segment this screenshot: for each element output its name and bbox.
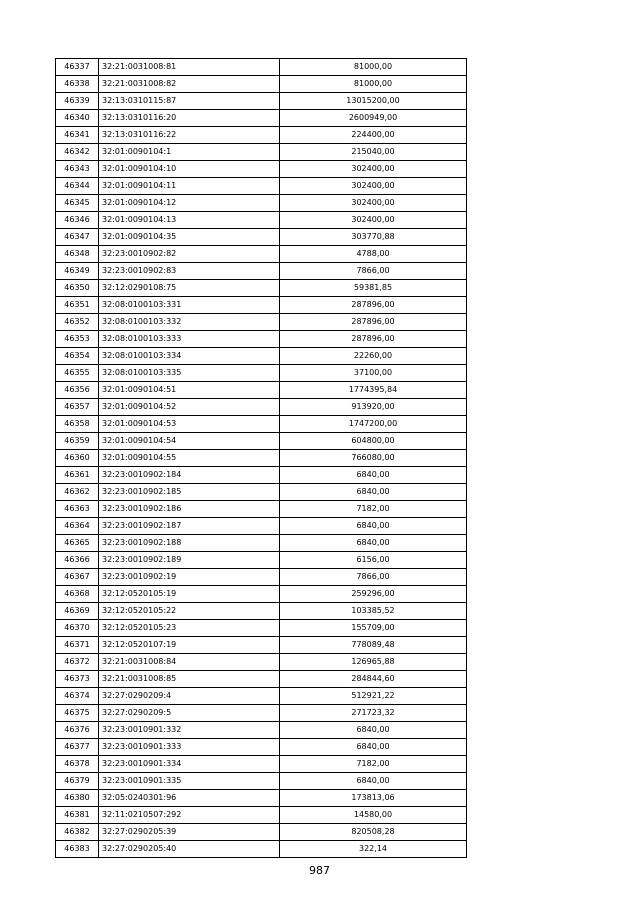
- value-cell: 6156,00: [280, 552, 467, 569]
- table-row: [56, 569, 467, 586]
- cadastral-number-cell: 32:01:0090104:13: [99, 212, 280, 229]
- value-cell: 103385,52: [280, 603, 467, 620]
- row-number-cell: 46337: [56, 59, 99, 76]
- value-cell: 287896,00: [280, 297, 467, 314]
- table-row: [56, 331, 467, 348]
- row-number-cell: 46362: [56, 484, 99, 501]
- cadastral-number-cell: 32:13:0310116:20: [99, 110, 280, 127]
- table-row: [56, 790, 467, 807]
- table-row: [56, 144, 467, 161]
- value-cell: 81000,00: [280, 76, 467, 93]
- cadastral-number-cell: 32:01:0090104:51: [99, 382, 280, 399]
- value-cell: 287896,00: [280, 314, 467, 331]
- table-row: [56, 671, 467, 688]
- cadastral-number-cell: 32:13:0310115:87: [99, 93, 280, 110]
- table-row: [56, 365, 467, 382]
- table-row: [56, 637, 467, 654]
- value-cell: 302400,00: [280, 178, 467, 195]
- row-number-cell: 46370: [56, 620, 99, 637]
- cadastral-number-cell: 32:23:0010901:332: [99, 722, 280, 739]
- row-number-cell: 46354: [56, 348, 99, 365]
- row-number-cell: 46340: [56, 110, 99, 127]
- cadastral-number-cell: 32:23:0010901:335: [99, 773, 280, 790]
- cadastral-number-cell: 32:21:0031008:81: [99, 59, 280, 76]
- cadastral-number-cell: 32:23:0010902:83: [99, 263, 280, 280]
- cadastral-number-cell: 32:23:0010902:189: [99, 552, 280, 569]
- row-number-cell: 46378: [56, 756, 99, 773]
- table-row: [56, 484, 467, 501]
- table-row: [56, 178, 467, 195]
- value-cell: 1774395,84: [280, 382, 467, 399]
- table-row: [56, 59, 467, 76]
- row-number-cell: 46348: [56, 246, 99, 263]
- table-row: [56, 807, 467, 824]
- value-cell: 259296,00: [280, 586, 467, 603]
- row-number-cell: 46343: [56, 161, 99, 178]
- cadastral-number-cell: 32:12:0290108:75: [99, 280, 280, 297]
- table-row: [56, 76, 467, 93]
- table-row: [56, 841, 467, 858]
- value-cell: 7866,00: [280, 263, 467, 280]
- cadastral-number-cell: 32:23:0010901:333: [99, 739, 280, 756]
- table-row: [56, 688, 467, 705]
- value-cell: 14580,00: [280, 807, 467, 824]
- value-cell: 13015200,00: [280, 93, 467, 110]
- row-number-cell: 46368: [56, 586, 99, 603]
- cadastral-number-cell: 32:08:0100103:332: [99, 314, 280, 331]
- value-cell: 7182,00: [280, 501, 467, 518]
- table-row: [56, 416, 467, 433]
- cadastral-number-cell: 32:01:0090104:10: [99, 161, 280, 178]
- table-row: [56, 263, 467, 280]
- table-row: [56, 229, 467, 246]
- value-cell: 224400,00: [280, 127, 467, 144]
- row-number-cell: 46379: [56, 773, 99, 790]
- cadastral-number-cell: 32:01:0090104:52: [99, 399, 280, 416]
- value-cell: 7866,00: [280, 569, 467, 586]
- row-number-cell: 46359: [56, 433, 99, 450]
- value-cell: 6840,00: [280, 535, 467, 552]
- row-number-cell: 46380: [56, 790, 99, 807]
- row-number-cell: 46382: [56, 824, 99, 841]
- cadastral-number-cell: 32:23:0010902:19: [99, 569, 280, 586]
- cadastral-number-cell: 32:12:0520105:19: [99, 586, 280, 603]
- value-cell: 778089,48: [280, 637, 467, 654]
- cadastral-number-cell: 32:27:0290209:4: [99, 688, 280, 705]
- row-number-cell: 46381: [56, 807, 99, 824]
- row-number-cell: 46366: [56, 552, 99, 569]
- cadastral-number-cell: 32:21:0031008:84: [99, 654, 280, 671]
- table-row: [56, 467, 467, 484]
- row-number-cell: 46375: [56, 705, 99, 722]
- value-cell: 913920,00: [280, 399, 467, 416]
- row-number-cell: 46347: [56, 229, 99, 246]
- row-number-cell: 46339: [56, 93, 99, 110]
- cadastral-number-cell: 32:01:0090104:53: [99, 416, 280, 433]
- table-row: [56, 824, 467, 841]
- row-number-cell: 46383: [56, 841, 99, 858]
- table-row: [56, 382, 467, 399]
- cadastral-number-cell: 32:08:0100103:335: [99, 365, 280, 382]
- value-cell: 302400,00: [280, 195, 467, 212]
- value-cell: 271723,32: [280, 705, 467, 722]
- table-row: [56, 195, 467, 212]
- row-number-cell: 46369: [56, 603, 99, 620]
- table-row: [56, 552, 467, 569]
- table-row: [56, 586, 467, 603]
- cadastral-number-cell: 32:08:0100103:331: [99, 297, 280, 314]
- row-number-cell: 46372: [56, 654, 99, 671]
- cadastral-number-cell: 32:01:0090104:11: [99, 178, 280, 195]
- value-cell: 7182,00: [280, 756, 467, 773]
- table-row: [56, 297, 467, 314]
- value-cell: 37100,00: [280, 365, 467, 382]
- table-row: [56, 535, 467, 552]
- row-number-cell: 46367: [56, 569, 99, 586]
- table-row: [56, 705, 467, 722]
- cadastral-number-cell: 32:08:0100103:333: [99, 331, 280, 348]
- cadastral-number-cell: 32:27:0290205:40: [99, 841, 280, 858]
- table-row: [56, 433, 467, 450]
- cadastral-number-cell: 32:01:0090104:54: [99, 433, 280, 450]
- table-row: [56, 399, 467, 416]
- cadastral-number-cell: 32:23:0010902:188: [99, 535, 280, 552]
- cadastral-number-cell: 32:01:0090104:35: [99, 229, 280, 246]
- value-cell: 4788,00: [280, 246, 467, 263]
- value-cell: 155709,00: [280, 620, 467, 637]
- row-number-cell: 46341: [56, 127, 99, 144]
- table-row: [56, 161, 467, 178]
- table-row: [56, 110, 467, 127]
- row-number-cell: 46373: [56, 671, 99, 688]
- cadastral-number-cell: 32:12:0520105:23: [99, 620, 280, 637]
- row-number-cell: 46357: [56, 399, 99, 416]
- row-number-cell: 46360: [56, 450, 99, 467]
- cadastral-number-cell: 32:23:0010902:186: [99, 501, 280, 518]
- table-row: [56, 518, 467, 535]
- cadastral-number-cell: 32:21:0031008:82: [99, 76, 280, 93]
- table-row: [56, 314, 467, 331]
- cadastral-number-cell: 32:12:0520105:22: [99, 603, 280, 620]
- value-cell: 302400,00: [280, 212, 467, 229]
- row-number-cell: 46358: [56, 416, 99, 433]
- table-row: [56, 280, 467, 297]
- value-cell: 2600949,00: [280, 110, 467, 127]
- table-row: [56, 756, 467, 773]
- cadastral-number-cell: 32:23:0010902:184: [99, 467, 280, 484]
- data-table: [55, 58, 467, 858]
- value-cell: 81000,00: [280, 59, 467, 76]
- table-row: [56, 93, 467, 110]
- cadastral-number-cell: 32:08:0100103:334: [99, 348, 280, 365]
- table-row: [56, 501, 467, 518]
- row-number-cell: 46344: [56, 178, 99, 195]
- row-number-cell: 46377: [56, 739, 99, 756]
- value-cell: 6840,00: [280, 722, 467, 739]
- value-cell: 303770,88: [280, 229, 467, 246]
- value-cell: 215040,00: [280, 144, 467, 161]
- row-number-cell: 46338: [56, 76, 99, 93]
- row-number-cell: 46365: [56, 535, 99, 552]
- cadastral-number-cell: 32:23:0010902:187: [99, 518, 280, 535]
- value-cell: 6840,00: [280, 773, 467, 790]
- row-number-cell: 46374: [56, 688, 99, 705]
- table-row: [56, 739, 467, 756]
- row-number-cell: 46349: [56, 263, 99, 280]
- row-number-cell: 46371: [56, 637, 99, 654]
- value-cell: 284844,60: [280, 671, 467, 688]
- table-row: [56, 603, 467, 620]
- value-cell: 173813,06: [280, 790, 467, 807]
- cadastral-number-cell: 32:23:0010901:334: [99, 756, 280, 773]
- value-cell: 6840,00: [280, 484, 467, 501]
- table-row: [56, 620, 467, 637]
- value-cell: 6840,00: [280, 739, 467, 756]
- value-cell: 512921,22: [280, 688, 467, 705]
- value-cell: 1747200,00: [280, 416, 467, 433]
- row-number-cell: 46353: [56, 331, 99, 348]
- row-number-cell: 46361: [56, 467, 99, 484]
- cadastral-number-cell: 32:01:0090104:55: [99, 450, 280, 467]
- table-row: [56, 654, 467, 671]
- cadastral-number-cell: 32:23:0010902:185: [99, 484, 280, 501]
- row-number-cell: 46356: [56, 382, 99, 399]
- cadastral-number-cell: 32:13:0310116:22: [99, 127, 280, 144]
- value-cell: 126965,88: [280, 654, 467, 671]
- cadastral-number-cell: 32:27:0290209:5: [99, 705, 280, 722]
- table-row: [56, 450, 467, 467]
- row-number-cell: 46363: [56, 501, 99, 518]
- table-row: [56, 212, 467, 229]
- table-row: [56, 722, 467, 739]
- table-row: [56, 348, 467, 365]
- row-number-cell: 46350: [56, 280, 99, 297]
- cadastral-number-cell: 32:01:0090104:12: [99, 195, 280, 212]
- value-cell: 22260,00: [280, 348, 467, 365]
- table-body: [56, 59, 467, 858]
- cadastral-number-cell: 32:21:0031008:85: [99, 671, 280, 688]
- value-cell: 6840,00: [280, 518, 467, 535]
- row-number-cell: 46346: [56, 212, 99, 229]
- table-row: [56, 773, 467, 790]
- row-number-cell: 46352: [56, 314, 99, 331]
- cadastral-number-cell: 32:11:0210507:292: [99, 807, 280, 824]
- cadastral-number-cell: 32:12:0520107:19: [99, 637, 280, 654]
- cadastral-number-cell: 32:27:0290205:39: [99, 824, 280, 841]
- cadastral-number-cell: 32:23:0010902:82: [99, 246, 280, 263]
- cadastral-number-cell: 32:05:0240301:96: [99, 790, 280, 807]
- row-number-cell: 46351: [56, 297, 99, 314]
- row-number-cell: 46342: [56, 144, 99, 161]
- table-row: [56, 127, 467, 144]
- value-cell: 766080,00: [280, 450, 467, 467]
- value-cell: 322,14: [280, 841, 467, 858]
- table-row: [56, 246, 467, 263]
- value-cell: 6840,00: [280, 467, 467, 484]
- value-cell: 287896,00: [280, 331, 467, 348]
- row-number-cell: 46355: [56, 365, 99, 382]
- value-cell: 604800,00: [280, 433, 467, 450]
- cadastral-number-cell: 32:01:0090104:1: [99, 144, 280, 161]
- row-number-cell: 46364: [56, 518, 99, 535]
- row-number-cell: 46376: [56, 722, 99, 739]
- value-cell: 820508,28: [280, 824, 467, 841]
- page-number: 987: [309, 864, 330, 877]
- row-number-cell: 46345: [56, 195, 99, 212]
- value-cell: 302400,00: [280, 161, 467, 178]
- value-cell: 59381,85: [280, 280, 467, 297]
